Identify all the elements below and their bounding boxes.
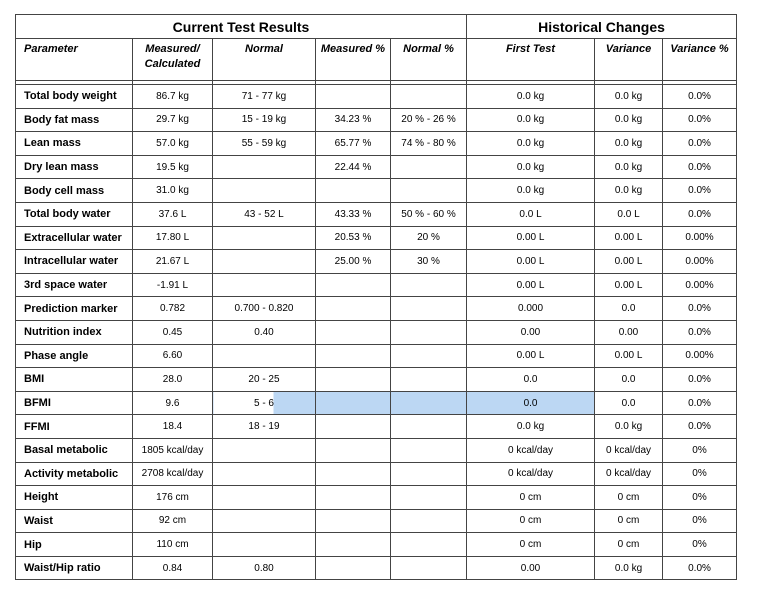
cell-measured-pct [316,273,391,297]
table-row [16,179,737,203]
cell-variance-pct: 0.0% [663,202,737,226]
cell-first-test: 0 kcal/day [467,462,595,486]
cell-variance-pct: 0.0% [663,320,737,344]
cell-measured-pct [316,179,391,203]
cell-parameter: Intracellular water [16,250,133,274]
cell-variance-pct: 0.0% [663,556,737,580]
cell-normal: 15 - 19 kg [213,108,316,132]
cell-variance: 0.00 [595,320,663,344]
cell-variance: 0 cm [595,533,663,557]
cell-first-test: 0.0 kg [467,415,595,439]
cell-measured-pct [316,320,391,344]
first-test-header: First Test [467,39,595,81]
cell-parameter: BFMI [16,391,133,415]
cell-parameter: Nutrition index [16,320,133,344]
cell-variance-pct: 0.0% [663,85,737,109]
table-row [16,273,737,297]
cell-normal [213,533,316,557]
cell-measured-pct [316,85,391,109]
cell-first-test: 0.00 L [467,344,595,368]
group-header-row [16,15,737,39]
cell-variance-pct: 0.0% [663,368,737,392]
cell-parameter: Body fat mass [16,108,133,132]
cell-variance-pct: 0% [663,533,737,557]
cell-variance: 0.0 kg [595,179,663,203]
cell-variance-pct: 0.0% [663,155,737,179]
cell-normal-pct: 20 % [391,226,467,250]
cell-measured-pct [316,391,391,415]
cell-variance: 0 kcal/day [595,438,663,462]
cell-measured: 37.6 L [133,202,213,226]
cell-normal: 0.700 - 0.820 [213,297,316,321]
cell-variance: 0.0 kg [595,155,663,179]
cell-measured-pct [316,556,391,580]
cell-parameter: Total body water [16,202,133,226]
cell-normal [213,438,316,462]
cell-variance: 0.0 kg [595,108,663,132]
cell-measured: 92 cm [133,509,213,533]
cell-measured-pct [316,509,391,533]
cell-variance-pct: 0% [663,438,737,462]
cell-parameter: Dry lean mass [16,155,133,179]
table-row [16,462,737,486]
normal-pct-header: Normal % [391,39,467,81]
cell-variance: 0.0 L [595,202,663,226]
cell-first-test: 0.0 [467,391,595,415]
cell-measured-pct: 20.53 % [316,226,391,250]
cell-parameter: Extracellular water [16,226,133,250]
cell-normal-pct [391,368,467,392]
cell-normal: 5 - 6 [213,391,316,415]
table-row [16,155,737,179]
table-row [16,438,737,462]
cell-parameter: Hip [16,533,133,557]
measured-header: Measured/ Calculated [133,39,213,81]
cell-variance-pct: 0.00% [663,226,737,250]
cell-measured-pct: 65.77 % [316,132,391,156]
table-row [16,202,737,226]
cell-normal: 43 - 52 L [213,202,316,226]
cell-measured: 9.6 [133,391,213,415]
variance-pct-header: Variance % [663,39,737,81]
cell-measured: 0.782 [133,297,213,321]
cell-first-test: 0.0 L [467,202,595,226]
cell-variance: 0.0 kg [595,132,663,156]
cell-measured-pct [316,438,391,462]
cell-normal-pct [391,85,467,109]
cell-parameter: Activity metabolic [16,462,133,486]
cell-measured: 57.0 kg [133,132,213,156]
cell-normal-pct [391,509,467,533]
cell-variance: 0.00 L [595,250,663,274]
table-row [16,108,737,132]
cell-first-test: 0.0 kg [467,108,595,132]
cell-normal-pct [391,179,467,203]
cell-measured: 17.80 L [133,226,213,250]
cell-normal [213,344,316,368]
cell-variance-pct: 0.00% [663,273,737,297]
cell-measured-pct: 43.33 % [316,202,391,226]
cell-normal: 71 - 77 kg [213,85,316,109]
historical-changes-heading: Historical Changes [467,15,737,39]
cell-normal-pct [391,462,467,486]
table-row [16,368,737,392]
cell-normal: 0.40 [213,320,316,344]
cell-variance-pct: 0.0% [663,415,737,439]
cell-normal: 20 - 25 [213,368,316,392]
table-row [16,556,737,580]
cell-parameter: Height [16,486,133,510]
cell-measured: 28.0 [133,368,213,392]
cell-first-test: 0 cm [467,509,595,533]
parameter-header: Parameter [16,39,133,81]
cell-measured-pct [316,462,391,486]
cell-variance: 0.0 [595,297,663,321]
cell-first-test: 0 kcal/day [467,438,595,462]
cell-measured-pct [316,533,391,557]
cell-first-test: 0.0 kg [467,155,595,179]
cell-parameter: Body cell mass [16,179,133,203]
cell-measured: 110 cm [133,533,213,557]
table-row [16,85,737,109]
cell-normal-pct: 50 % - 60 % [391,202,467,226]
table-row [16,297,737,321]
cell-measured: 1805 kcal/day [133,438,213,462]
current-results-heading: Current Test Results [16,15,467,39]
cell-parameter: Phase angle [16,344,133,368]
cell-first-test: 0.0 kg [467,132,595,156]
normal-header: Normal [213,39,316,81]
cell-variance-pct: 0.0% [663,132,737,156]
cell-measured: 21.67 L [133,250,213,274]
cell-normal-pct [391,438,467,462]
cell-normal-pct: 20 % - 26 % [391,108,467,132]
cell-normal-pct [391,486,467,510]
cell-first-test: 0.00 [467,556,595,580]
cell-parameter: Total body weight [16,85,133,109]
cell-variance-pct: 0% [663,462,737,486]
cell-normal [213,250,316,274]
variance-header: Variance [595,39,663,81]
cell-variance: 0.0 kg [595,85,663,109]
cell-normal-pct [391,556,467,580]
cell-measured-pct [316,344,391,368]
cell-first-test: 0.0 kg [467,179,595,203]
table-row [16,509,737,533]
cell-variance: 0.00 L [595,344,663,368]
cell-normal [213,462,316,486]
cell-normal [213,486,316,510]
cell-parameter: Waist/Hip ratio [16,556,133,580]
cell-first-test: 0.00 L [467,273,595,297]
cell-measured: -1.91 L [133,273,213,297]
cell-first-test: 0 cm [467,533,595,557]
cell-normal [213,226,316,250]
cell-variance: 0 cm [595,509,663,533]
cell-measured: 0.84 [133,556,213,580]
measured-pct-header: Measured % [316,39,391,81]
cell-variance: 0.0 kg [595,415,663,439]
cell-variance-pct: 0.0% [663,108,737,132]
cell-measured-pct [316,415,391,439]
cell-normal-pct [391,297,467,321]
cell-measured-pct: 22.44 % [316,155,391,179]
cell-parameter: Basal metabolic [16,438,133,462]
cell-variance-pct: 0.0% [663,297,737,321]
cell-normal-pct: 74 % - 80 % [391,132,467,156]
cell-parameter: 3rd space water [16,273,133,297]
cell-parameter: Waist [16,509,133,533]
table-row [16,486,737,510]
cell-normal [213,273,316,297]
cell-first-test: 0.000 [467,297,595,321]
cell-normal-pct [391,155,467,179]
cell-normal: 55 - 59 kg [213,132,316,156]
cell-measured-pct: 34.23 % [316,108,391,132]
column-header-row [16,39,737,81]
cell-parameter: FFMI [16,415,133,439]
cell-normal [213,179,316,203]
cell-normal: 0.80 [213,556,316,580]
results-table [15,14,737,580]
cell-variance-pct: 0.00% [663,250,737,274]
cell-variance: 0.0 kg [595,556,663,580]
cell-variance-pct: 0.0% [663,179,737,203]
cell-normal-pct [391,344,467,368]
cell-normal-pct: 30 % [391,250,467,274]
cell-measured: 6.60 [133,344,213,368]
table-row [16,344,737,368]
cell-first-test: 0.0 [467,368,595,392]
cell-parameter: Prediction marker [16,297,133,321]
cell-normal: 18 - 19 [213,415,316,439]
cell-variance: 0.00 L [595,226,663,250]
cell-first-test: 0.00 L [467,250,595,274]
cell-variance: 0.0 [595,391,663,415]
cell-parameter: Lean mass [16,132,133,156]
cell-variance: 0.0 [595,368,663,392]
cell-measured: 29.7 kg [133,108,213,132]
cell-measured: 176 cm [133,486,213,510]
table-row [16,320,737,344]
cell-normal [213,509,316,533]
cell-measured: 86.7 kg [133,85,213,109]
cell-measured: 19.5 kg [133,155,213,179]
cell-variance-pct: 0.0% [663,391,737,415]
cell-measured: 18.4 [133,415,213,439]
cell-normal [213,155,316,179]
cell-normal-pct [391,320,467,344]
cell-variance: 0.00 L [595,273,663,297]
table-row [16,391,737,415]
cell-measured: 2708 kcal/day [133,462,213,486]
cell-normal-pct [391,391,467,415]
results-body [16,85,737,580]
cell-measured: 31.0 kg [133,179,213,203]
cell-variance-pct: 0% [663,486,737,510]
cell-variance-pct: 0.00% [663,344,737,368]
cell-measured-pct: 25.00 % [316,250,391,274]
table-row [16,132,737,156]
cell-first-test: 0.0 kg [467,85,595,109]
cell-normal-pct [391,273,467,297]
cell-variance-pct: 0% [663,509,737,533]
cell-parameter: BMI [16,368,133,392]
cell-measured-pct [316,297,391,321]
cell-normal-pct [391,533,467,557]
table-row [16,415,737,439]
cell-normal-pct [391,415,467,439]
cell-first-test: 0.00 [467,320,595,344]
table-row [16,226,737,250]
cell-variance: 0 kcal/day [595,462,663,486]
table-row [16,250,737,274]
cell-measured-pct [316,368,391,392]
table-row [16,533,737,557]
cell-first-test: 0 cm [467,486,595,510]
cell-variance: 0 cm [595,486,663,510]
cell-first-test: 0.00 L [467,226,595,250]
cell-measured: 0.45 [133,320,213,344]
cell-measured-pct [316,486,391,510]
